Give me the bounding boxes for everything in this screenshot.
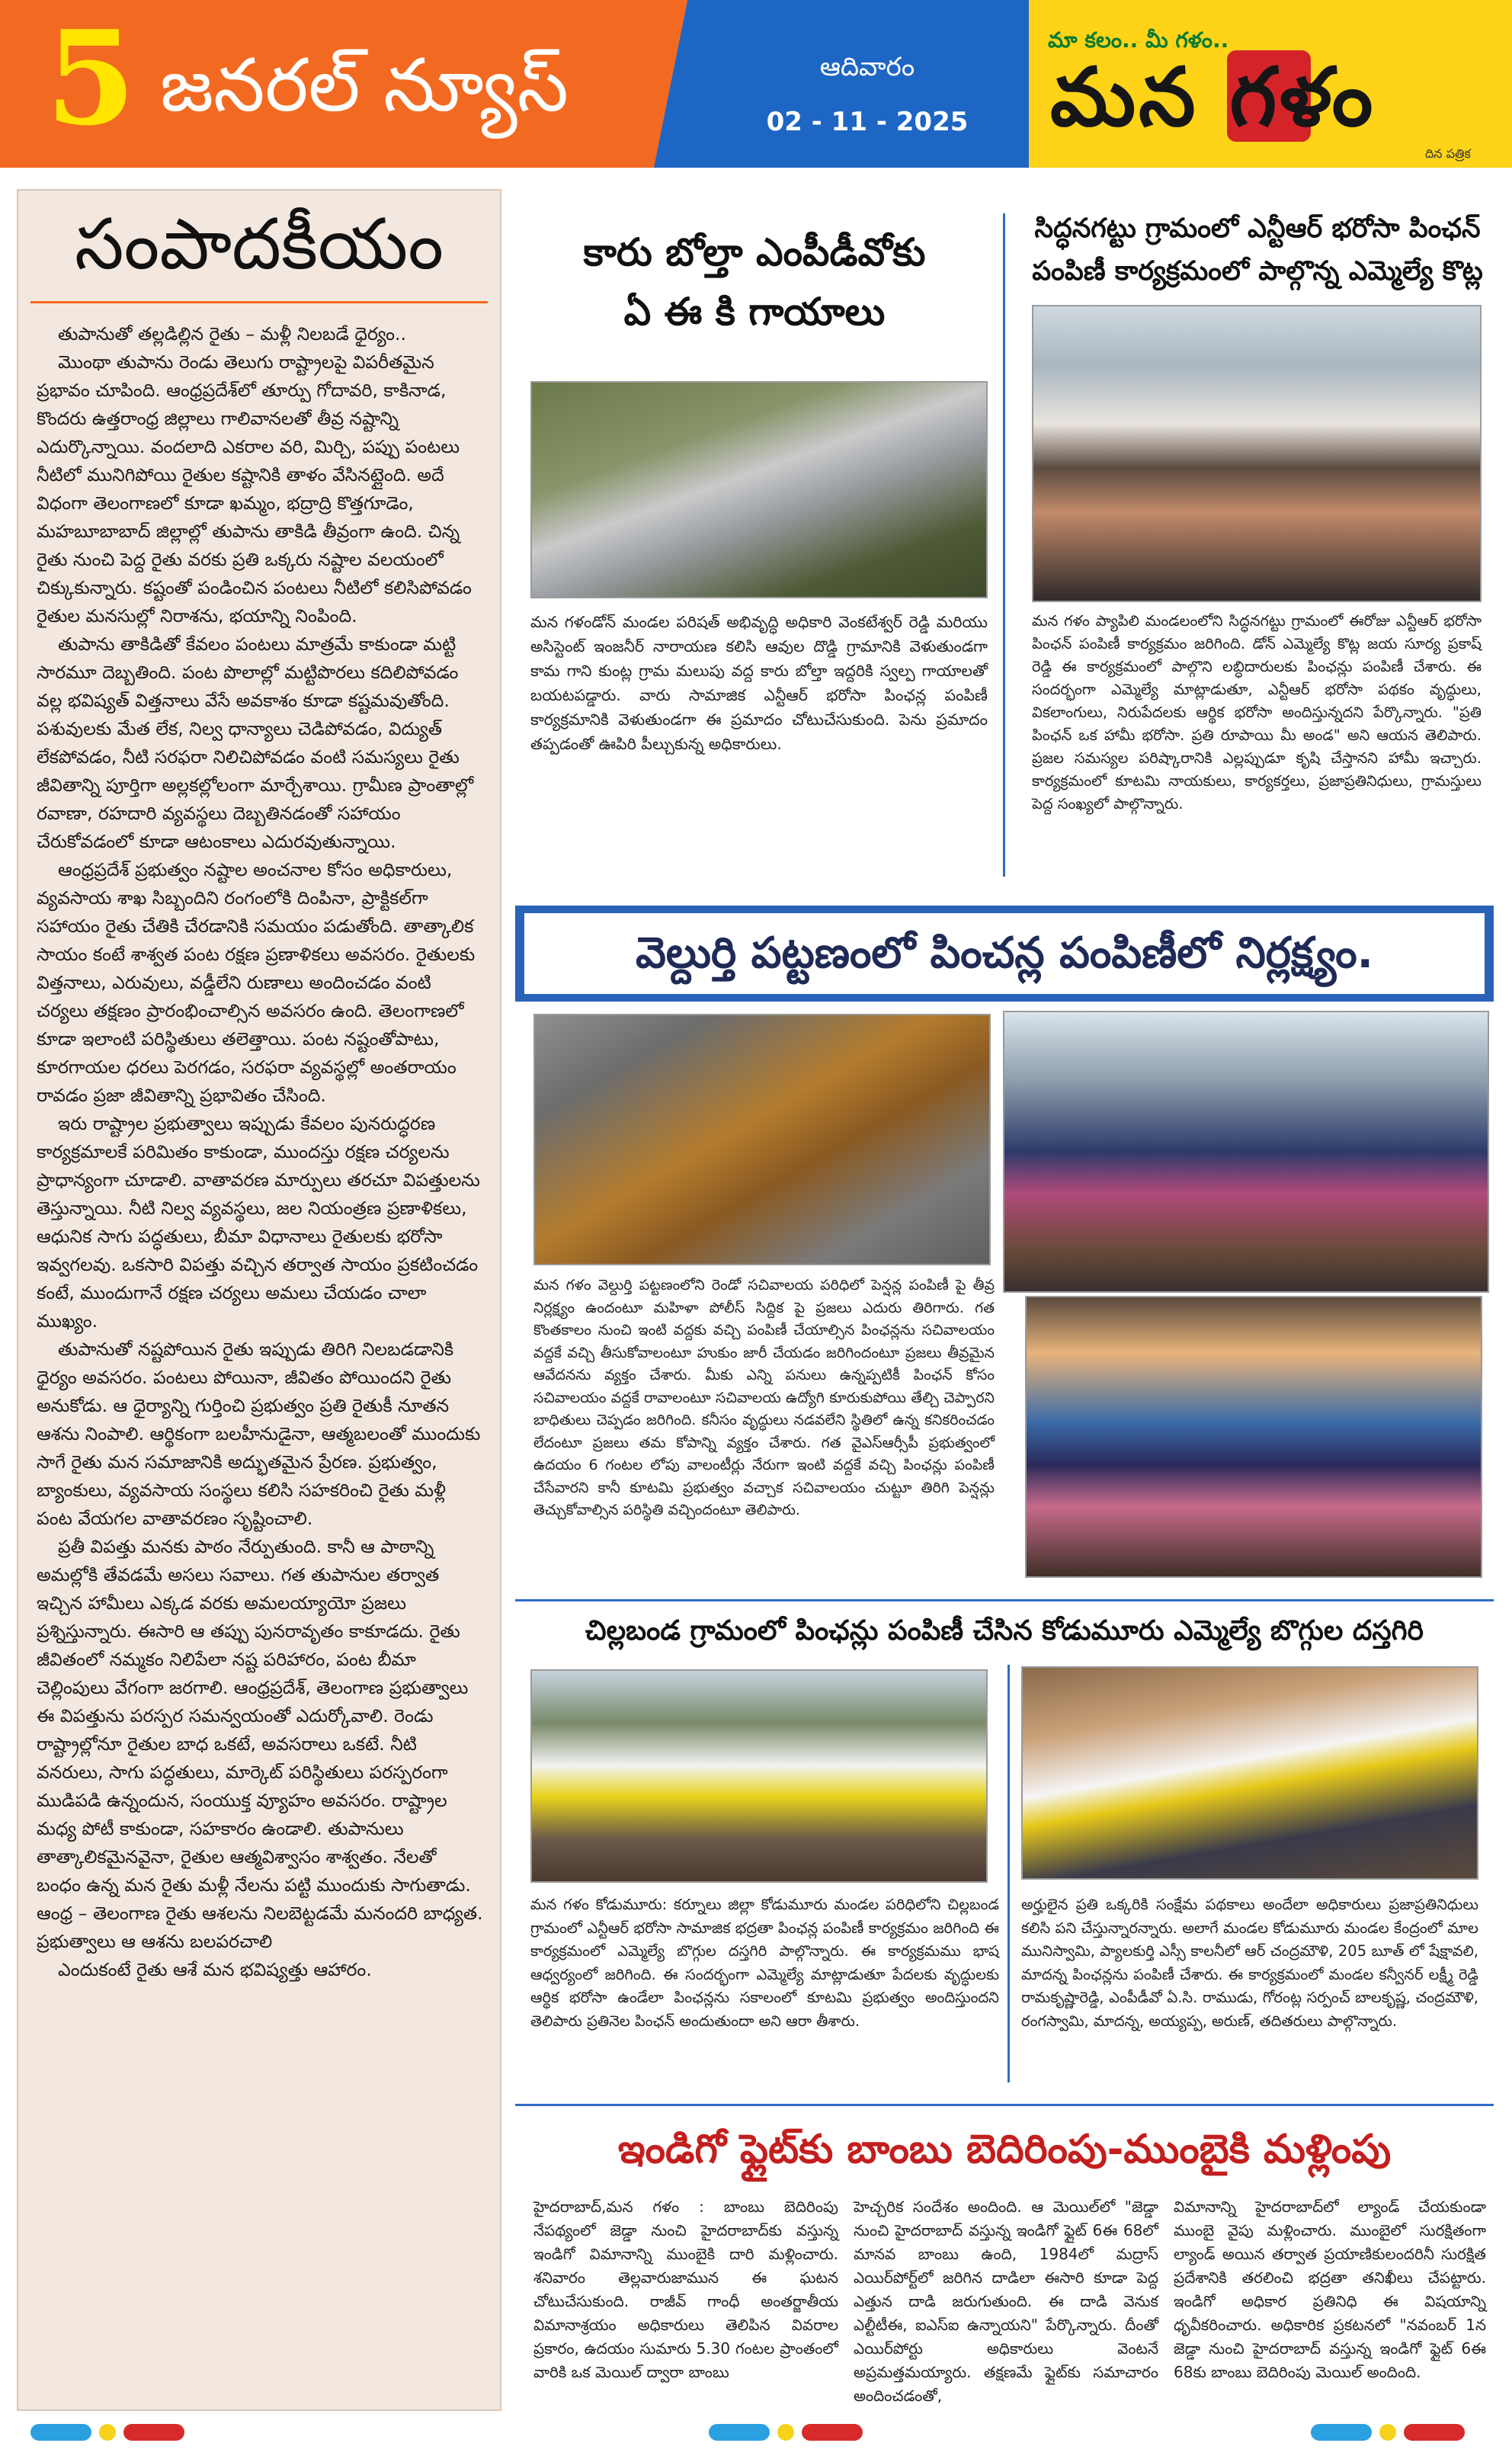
veldurthi-banner-headline: వెల్దుర్తి పట్టణంలో పించన్ల పంపిణీలో నిర్లక్ష్యం. [636, 928, 1373, 978]
chillabanda-body-right: అర్హులైన ప్రతి ఒక్కరికి సంక్షేమ పథకాలు అందేలా అధికారులు ప్రజాప్రతినిధులు కలిసి పని చేస్తున్నారన్నారు. అలాగే మండల కోడుమూరు మండల కేంద్రంలో మాల మునిస్వామి, ప్యాలకుర్తి ఎస్సీ కాలనీలో ఆర్ చంద్రమౌళి, 205 బూత్ లో షేక్షావలి, మాదన్న పింఛన్లను పంపిణీ చేశారు. ఈ కార్యక్రమంలో మండల కన్వీనర్ లక్ష్మీ రెడ్డి రామకృష్ణారెడ్డి, ఎంపీడీవో ఏ.సి. రాముడు, గోరంట్ల సర్పంచ్ బాలకృష్ణ, చంద్రమౌళి, రంగస్వామి, మాదన్న, అయ్యప్ప, అరుణ్, తదితరులు పాల్గొన్నారు. [1021, 1896, 1478, 2030]
indigo-body-col1: హైదరాబాద్,మన గళం : బాంబు బెదిరింపు నేపథ్యంలో జెడ్డా నుంచి హైదరాబాద్‌కు వస్తున్న ఇండిగో విమానాన్ని ముంబైకి దారి మళ్లించారు. శనివారం తెల్లవారుజామున ఈ ఘటన చోటుచేసుకుంది. రాజీవ్ గాంధీ అంతర్జాతీయ విమానాశ్రయం అధికారులు తెలిపిన వివరాల ప్రకారం, ఉదయం సుమారు 5.30 గంటల ప్రాంతంలో వారికి ఒక మెయిల్ ద్వారా బాంబు [533, 2198, 838, 2381]
footer-dot-yellow [1379, 2424, 1396, 2441]
logo-subtitle: దిన పత్రిక [1425, 146, 1471, 161]
mla-pension-handover-photo [1021, 1666, 1478, 1880]
editorial-divider [30, 301, 488, 303]
editorial-paragraph: మొంథా తుపాను రెండు తెలుగు రాష్ట్రాలపై విపరీతమైన ప్రభావం చూపింది. ఆంధ్రప్రదేశ్‌లో తూర్పు గోదావరి, కాకినాడ, కొందరు ఉత్తరాంధ్ర జిల్లాలు గాలివానలతో తీవ్ర నష్టాన్ని ఎదుర్కొన్నాయి. వందలాది ఎకరాల వరి, మిర్చి, పప్పు పంటలు నీటిలో మునిగిపోయి రైతుల కష్టానికి తాళం వేసినట్లైంది. అదే విధంగా తెలంగాణలో కూడా ఖమ్మం, భద్రాద్రి కొత్తగూడెం, మహబూబాబాద్ జిల్లాల్లో తుపాను తాకిడి తీవ్రంగా ఉంది. చిన్న రైతు నుంచి పెద్ద రైతు వరకు ప్రతి ఒక్కరు నష్టాల వలయంలో చిక్కుకున్నారు. కష్టంతో పండించిన పంటలు నీటిలో కలిసిపోవడం రైతుల మనసుల్లో నిరాశను, భయాన్ని నింపింది. [37, 351, 472, 627]
logo-name: మన గళం [1050, 50, 1376, 144]
indigo-body-col3: విమానాన్ని హైదరాబాద్‌లో ల్యాండ్ చేయకుండా ముంబై వైపు మళ్లించారు. ముంబైలో సురక్షితంగా ల్యాండ్ అయిన తర్వాత ప్రయాణికులందరినీ సురక్షిత ప్రదేశానికి తరలించి భద్రతా తనిఖీలు చేపట్టారు. ఇండిగో అధికార ప్రతినిధి ఈ విషయాన్ని ధృవీకరించారు. అధికారిక ప్రకటనలో "నవంబర్ 1న జెడ్డా నుంచి హైదరాబాద్ వస్తున్న ఇండిగో ఫ్లైట్ 6ఈ 68కు బాంబు బెదిరింపు మెయిల్ అందింది. [1174, 2198, 1486, 2381]
editorial-paragraph: తుపానుతో నష్టపోయిన రైతు ఇప్పుడు తిరిగి నిలబడడానికి ధైర్యం అవసరం. పంటలు పోయినా, జీవితం పోయిందని రైతు అనుకోడు. ఆ ధైర్యాన్ని గుర్తించి ప్రభుత్వం ప్రతి రైతుకీ నూతన ఆశను నింపాలి. ఆర్థికంగా బలహీనుడైనా, ఆత్మబలంతో ముందుకు సాగే రైతు మన సమాజానికి అద్భుతమైన ప్రేరణ. ప్రభుత్వం, బ్యాంకులు, వ్యవసాయ సంస్థలు కలిసి సహకరించి రైతు మళ్లీ పంట వేయగల వాతావరణం సృష్టించాలి. [37, 1339, 481, 1529]
editorial-paragraph: ఇరు రాష్ట్రాల ప్రభుత్వాలు ఇప్పుడు కేవలం పునరుద్ధరణ కార్యక్రమాలకే పరిమితం కాకుండా, ముందస్తు రక్షణ చర్యలను ప్రాధాన్యంగా చూడాలి. వాతావరణ మార్పులు తరచూ విపత్తులను తెస్తున్నాయి. నీటి నిల్వ వ్యవస్థలు, జల నియంత్రణ ప్రణాళికలు, ఆధునిక సాగు పద్ధతులు, బీమా విధానాలు రైతులకు భరోసా ఇవ్వగలవు. ఒకసారి విపత్తు వచ్చిన తర్వాత సాయం ప్రకటించడం కంటే, ముందుగానే రక్షణ చర్యలు అమలు చేయడం చాలా ముఖ్యం. [37, 1113, 480, 1332]
villagers-crowd-photo [1003, 1011, 1489, 1293]
secretariat-queue-photo [1025, 1296, 1482, 1578]
section-separator [515, 2104, 1494, 2106]
editorial-title: సంపాదకీయం [74, 204, 444, 285]
footer-stripe-red [802, 2424, 863, 2441]
siddhanagattu-headline-line1: సిద్ధనగట్టు గ్రామంలో ఎన్టీఆర్ భరోసా పింఛన్ [1034, 213, 1481, 244]
pension-distribution-photo [1032, 305, 1482, 602]
editorial-paragraph: తుపానుతో తల్లడిల్లిన రైతు – మళ్లీ నిలబడే ధైర్యం.. [58, 323, 406, 345]
footer-dot-yellow [99, 2424, 116, 2441]
mla-garland-photo [530, 1669, 988, 1883]
chillabanda-body-left: మన గళం కోడుమూరు: కర్నూలు జిల్లా కోడుమూరు మండల పరిధిలోని చిల్లబండ గ్రామంలో ఎన్టీఆర్ భరోసా సామాజిక భద్రతా పింఛన్ల పంపిణీ కార్యక్రమం జరిగింది ఈ కార్యక్రమంలో ఎమ్మెల్యే బొగ్గుల దస్తగిరి పాల్గొన్నారు. ఈ కార్యక్రమము భాష ఆధ్వర్యంలో జరిగింది. ఈ సందర్భంగా ఎమ్మెల్యే మాట్లాడుతూ పేదలకు వృద్ధులకు ఆర్థిక భరోసా ఉండేలా పింఛన్లను సకాలంలో కూటమి ప్రభుత్వం అందిస్తుందని తెలిపారు ప్రతినెల పింఛన్ అందుతుందా అని ఆరా తీశారు. [530, 1896, 999, 2030]
footer-stripe-blue [30, 2424, 91, 2441]
footer-stripe-red [123, 2424, 184, 2441]
issue-date: 02 - 11 - 2025 [766, 107, 969, 137]
car-story-headline-line1: కారు బోల్తా ఎంపీడీవోకు [583, 230, 926, 274]
woman-on-ground-photo [533, 1014, 991, 1265]
section-title: జనరల్ న్యూస్ [160, 43, 569, 128]
editorial-paragraph: ఎందుకంటే రైతు ఆశే మన భవిష్యత్తు ఆహారం. [58, 1959, 372, 1980]
car-accident-photo [530, 381, 988, 598]
car-story-headline-line2: ఏ ఈ కి గాయాలు [623, 290, 886, 334]
chillabanda-headline: చిల్లబండ గ్రామంలో పింఛన్లు పంపిణీ చేసిన కోడుమూరు ఎమ్మెల్యే బొగ్గుల దస్తగిరి [585, 1615, 1424, 1646]
car-story-headline [518, 223, 991, 341]
footer-stripe-red [1404, 2424, 1465, 2441]
section-separator [515, 1599, 1494, 1601]
indigo-headline: ఇండిగో ఫ్లైట్‌కు బాంబు బెదిరింపు-ముంబైకి మళ్లింపు [617, 2127, 1392, 2172]
footer-stripe-blue [709, 2424, 770, 2441]
footer-stripe-blue [1311, 2424, 1372, 2441]
column-separator [1007, 1665, 1010, 2082]
editorial-paragraph: తుపాను తాకిడితో కేవలం పంటలు మాత్రమే కాకుండా మట్టి సారమూ దెబ్బతింది. పంట పొలాల్లో మట్టిపొరలు కదిలిపోవడం వల్ల భవిష్యత్ విత్తనాలు వేసే అవకాశం కూడా కష్టమవుతోంది. పశువులకు మేత లేక, నిల్వ ధాన్యాలు చెడిపోవడం, విద్యుత్ లేకపోవడం, నీటి సరఫరా నిలిచిపోవడం వంటి సమస్యలు రైతు జీవితాన్ని పూర్తిగా అల్లకల్లోలంగా మార్చేశాయి. గ్రామీణ ప్రాంతాల్లో రవాణా, రహదారి వ్యవస్థలు దెబ్బతినడంతో సహాయం చేరుకోవడంలో కూడా ఆటంకాలు ఎదురవుతున్నాయి. [37, 633, 474, 852]
column-separator [1003, 213, 1005, 877]
siddhanagattu-headline-line2: పంపిణీ కార్యక్రమంలో పాల్గొన్న ఎమ్మెల్యే కొట్ల [1032, 256, 1483, 287]
siddhanagattu-body: మన గళం ప్యాపిలి మండలంలోని సిద్ధనగట్టు గ్రామంలో ఈరోజు ఎన్టీఆర్ భరోసా పింఛన్ పంపిణీ కార్యక్రమం జరిగింది. డోన్ ఎమ్మెల్యే కొట్ల జయ సూర్య ప్రకాష్ రెడ్డి ఈ కార్యక్రమంలో పాల్గొని లబ్ధిదారులకు పింఛన్లు పంపిణీ చేశారు. ఈ సందర్భంగా ఎమ్మెల్యే మాట్లాడుతూ, ఎన్టీఆర్ భరోసా పథకం వృద్ధులు, వికలాంగులు, నిరుపేదలకు ఆర్థిక భరోసా అందిస్తున్నదని పేర్కొన్నారు. "ప్రతి పింఛన్ ఒక హామీ భరోసా. ప్రతి రూపాయి మీ అండ" అని ఆయన తెలిపారు. ప్రజల సమస్యల పరిష్కారానికి ఎల్లప్పుడూ కృషి చేస్తానని హామీ ఇచ్చారు. కార్యక్రమంలో కూటమి నాయకులు, కార్యకర్తలు, ప్రజాప్రతినిధులు, గ్రామస్తులు పెద్ద సంఖ్యలో పాల్గొన్నారు. [1032, 612, 1482, 813]
page-number: 5 [46, 2, 136, 155]
car-story-body: మన గళండోన్ మండల పరిషత్ అభివృద్ధి అధికారి వెంకటేశ్వర్ రెడ్డి మరియు అసిస్టెంట్ ఇంజనీర్ నారాయణ కలిసి ఆవుల దొడ్డి గ్రామానికి వెళుతుండగా కామ గాని కుంట్ల గ్రామ మలుపు వద్ద కారు బోల్తా ఇద్దరికి స్వల్ప గాయాలతో బయటపడ్డారు. వారు సామాజిక ఎన్టీఆర్ భరోసా పింఛన్ల పంపిణీ కార్యక్రమానికి వెళుతుండగా ఈ ప్రమాదం చోటుచేసుకుంది. పెను ప్రమాదం తప్పడంతో ఊపిరి పీల్చుకున్న అధికారులు. [530, 613, 988, 753]
logo-tagline: మా కలం.. మీ గళం.. [1048, 27, 1229, 53]
siddhanagattu-headline [1014, 207, 1501, 293]
editorial-body [37, 320, 485, 1984]
issue-day: ఆదివారం [819, 52, 915, 82]
veldurthi-body: మన గళం వెల్దుర్తి పట్టణంలోని రెండో సచివాలయ పరిధిలో పెన్షన్ల పంపిణీ పై తీవ్ర నిర్లక్ష్యం ఉందంటూ మహిళా పోలీస్ సిద్దిక పై ప్రజలు ఎదురు తిరిగారు. గత కొంతకాలం నుంచి ఇంటి వద్దకు వచ్చి పంపిణీ చేయాల్సిన పింఛన్లను సచివాలయం వద్దకే వచ్చి తీసుకోవాలంటూ హుకుం జారీ చేయడం జరిగిందంటూ ప్రజలు తీవ్రమైన ఆవేదనను వ్యక్తం చేశారు. మీకు ఎన్ని పనులు ఉన్నప్పటికీ పింఛన్ కోసం సచివాలయం వద్దకే రావాలంటూ సచివాలయ ఉద్యోగి కూరుకుపోయి తేల్చి చెప్పారని బాధితులు చెప్పడం జరిగింది. కనీసం వృద్ధులు నడవలేని స్థితిలో ఉన్న కనికరించడం లేదంటూ ప్రజలు తమ కోపాన్ని వ్యక్తం చేశారు. గత వైఎస్ఆర్సీపీ ప్రభుత్వంలో ఉదయం 6 గంటల లోపు వాలంటీర్లు నేరుగా ఇంటి వద్దకే వచ్చి పింఛన్లు పంపిణీ చేసేవారని కానీ కూటమి ప్రభుత్వం వచ్చాక సచివాలయం చుట్టూ తిరిగి పెన్షన్లు తెచ్చుకోవాల్సిన పరిస్థితి వచ్చిందంటూ తెలిపారు. [533, 1277, 995, 1518]
editorial-paragraph: ఆంధ్రప్రదేశ్ ప్రభుత్వం నష్టాల అంచనాల కోసం అధికారులు, వ్యవసాయ శాఖ సిబ్బందిని రంగంలోకి దింపినా, ప్రాక్టికల్‌గా సహాయం రైతు చేతికి చేరడానికి సమయం పడుతోంది. తాత్కాలిక సాయం కంటే శాశ్వత పంట రక్షణ ప్రణాళికలు అవసరం. రైతులకు విత్తనాలు, ఎరువులు, వడ్డీలేని రుణాలు అందించడం వంటి చర్యలు తక్షణం ప్రారంభించాల్సిన అవసరం ఉంది. తెలంగాణలో కూడా ఇలాంటి పరిస్థితులు తలెత్తాయి. పంట నష్టంతోపాటు, కూరగాయల ధరలు పెరగడం, సరఫరా వ్యవస్థల్లో అంతరాయం రావడం ప్రజా జీవితాన్ని ప్రభావితం చేసింది. [37, 859, 476, 1106]
editorial-paragraph: ప్రతీ విపత్తు మనకు పాఠం నేర్పుతుంది. కానీ ఆ పాఠాన్ని అమల్లోకి తేవడమే అసలు సవాలు. గత తుపానుల తర్వాత ఇచ్చిన హామీలు ఎక్కడ వరకు అమలయ్యాయో ప్రజలు ప్రశ్నిస్తున్నారు. ఈసారి ఆ తప్పు పునరావృతం కాకూడదు. రైతు జీవితంలో నమ్మకం నిలిపేలా నష్ట పరిహారం, పంట బీమా చెల్లింపులు వేగంగా జరగాలి. ఆంధ్రప్రదేశ్, తెలంగాణ ప్రభుత్వాలు ఈ విపత్తును పరస్పర సమన్వయంతో ఎదుర్కోవాలి. రెండు రాష్ట్రాల్లోనూ రైతుల బాధ ఒకటే, అవసరాలు ఒకటే. నీటి వనరులు, సాగు పద్ధతులు, మార్కెట్ పరిస్థితులు పరస్పరంగా ముడిపడి ఉన్నందున, సంయుక్త వ్యూహం అవసరం. రాష్ట్రాల మధ్య పోటీ కాకుండా, సహకారం ఉండాలి. తుపానులు తాత్కాలికమైనవైనా, రైతుల ఆత్మవిశ్వాసం శాశ్వతం. నేలతో బంధం ఉన్న మన రైతు మళ్లీ నేలను పట్టి ముందుకు సాగుతాడు. ఆంధ్ర – తెలంగాణ రైతు ఆశలను నిలబెట్టడమే మనందరి బాధ్యత. ప్రభుత్వాలు ఆ ఆశను బలపరచాలి [37, 1536, 483, 1952]
footer-dot-yellow [777, 2424, 794, 2441]
indigo-body-col2: హెచ్చరిక సందేశం అందింది. ఆ మెయిల్‌లో "జెడ్డా నుంచి హైదరాబాద్ వస్తున్న ఇండిగో ఫ్లైట్ 6ఈ 68లో మానవ బాంబు ఉంది, 1984లో మద్రాస్ ఎయిర్‌పోర్ట్‌లో జరిగిన దాడిలా ఈసారి కూడా పెద్ద ఎత్తున దాడి జరుగుతుంది. ఈ దాడి వెనుక ఎల్టీటీఈ, ఐఎస్ఐ ఉన్నాయని" పేర్కొన్నారు. దీంతో ఎయిర్‌పోర్టు అధికారులు వెంటనే అప్రమత్తమయ్యారు. తక్షణమే ఫ్లైట్‌కు సమాచారం అందించడంతో, [854, 2198, 1158, 2405]
